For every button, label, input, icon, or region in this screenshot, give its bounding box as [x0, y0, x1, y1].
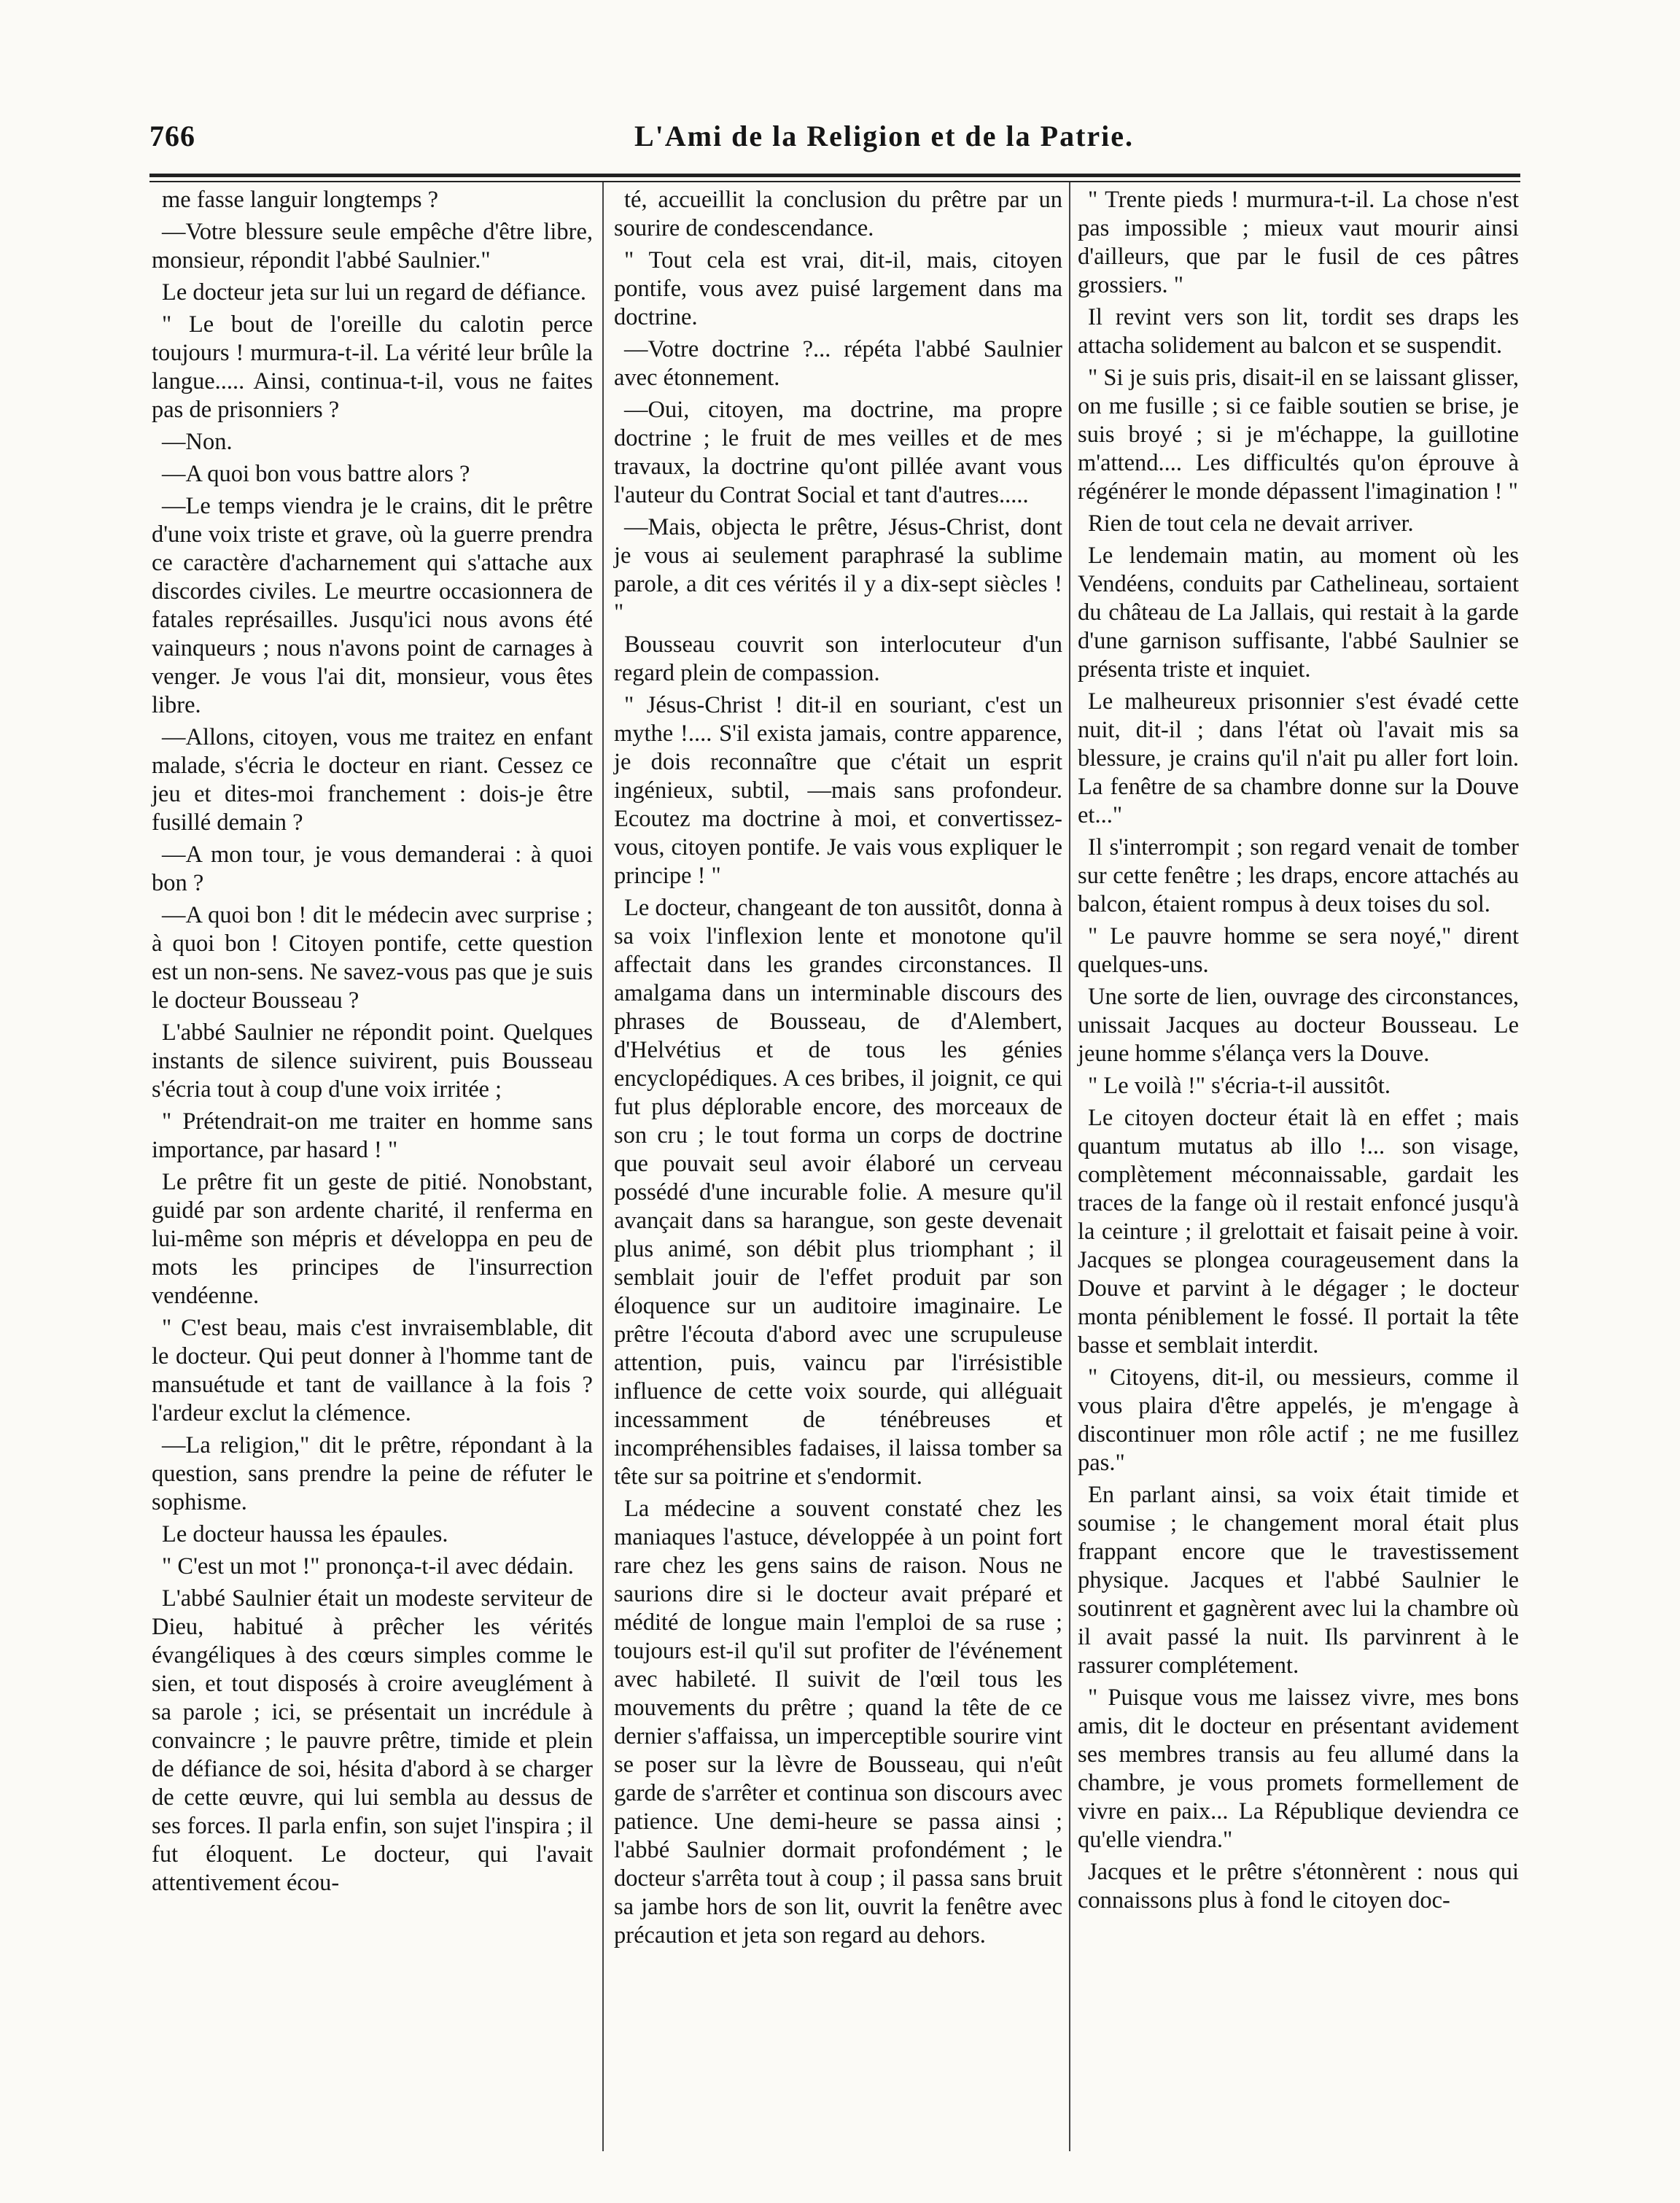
paragraph: —A quoi bon ! dit le médecin avec surprise ; à quoi bon ! Citoyen pontife, cette question est un non-sens. Ne savez-vous pas que je suis le docteur Bousseau ?	[152, 902, 593, 1014]
paragraph: —A quoi bon vous battre alors ?	[162, 461, 470, 487]
text-column-1	[152, 186, 593, 1901]
text-column-2	[614, 186, 1062, 1954]
page-number: 766	[149, 120, 195, 152]
paragraph: Il revint vers son lit, tordit ses draps les attacha solidement au balcon et se suspendit.	[1078, 304, 1519, 359]
header-rule-thick	[149, 174, 1520, 177]
paragraph: té, accueillit la conclusion du prêtre par un sourire de condescendance.	[614, 187, 1062, 241]
paragraph: Le docteur jeta sur lui un regard de défiance.	[162, 279, 587, 306]
paragraph: Le prêtre fit un geste de pitié. Nonobstant, guidé par son ardente charité, il renferma en lui-même son mépris et développa en peu de mots les principes de l'insurrection vendéenne.	[152, 1169, 593, 1309]
paragraph: " Si je suis pris, disait-il en se laissant glisser, on me fusille ; si ce faible soutien se brise, je suis broyé ; si je m'échappe, la guillotine m'attend.... Les difficultés qu'on éprouve à régénérer le monde dépassent l'imagination ! "	[1078, 365, 1519, 505]
paragraph: Le citoyen docteur était là en effet ; mais quantum mutatus ab illo !... son visage, complètement méconnaissable, gardait les traces de la fange où il restait enfoncé jusqu'à la ceinture ; il grelottait et faisait peine à voir. Jacques se plongea courageusement dans la Douve et parvint à le dégager ; le docteur monta péniblement le fossé. Il portait la tête basse et semblait interdit.	[1078, 1105, 1519, 1359]
paragraph: " C'est un mot !" prononça-t-il avec dédain.	[162, 1553, 574, 1580]
paragraph: Bousseau couvrit son interlocuteur d'un regard plein de compassion.	[614, 632, 1062, 686]
text-column-3	[1078, 186, 1519, 1919]
paragraph: " Trente pieds ! murmura-t-il. La chose n'est pas impossible ; mieux vaut mourir ainsi d'ailleurs, que par le fusil de ces pâtres grossiers. "	[1078, 187, 1519, 298]
paragraph: En parlant ainsi, sa voix était timide et soumise ; le changement moral était plus frappant encore que le travestissement physique. Jacques et l'abbé Saulnier le soutinrent et gagnèrent avec lui la chambre où il avait passé la nuit. Ils parvinrent à le rassurer complétement.	[1078, 1482, 1519, 1679]
paragraph: —La religion," dit le prêtre, répondant à la question, sans prendre la peine de réfuter le sophisme.	[152, 1432, 593, 1515]
paragraph: " Prétendrait-on me traiter en homme sans importance, par hasard ! "	[152, 1108, 593, 1163]
paragraph: " Citoyens, dit-il, ou messieurs, comme il vous plaira d'être appelés, je m'engage à discontinuer mon rôle actif ; ne me fusillez pas."	[1078, 1364, 1519, 1476]
paragraph: " Puisque vous me laissez vivre, mes bons amis, dit le docteur en présentant avidement ses membres transis au feu allumé dans la chambre, je vous promets formellement de vivre en paix... La République deviendra ce qu'elle viendra."	[1078, 1685, 1519, 1853]
paragraph: me fasse languir longtemps ?	[162, 187, 439, 213]
header-rule-thin	[149, 181, 1520, 182]
paragraph: Il s'interrompit ; son regard venait de tomber sur cette fenêtre ; les draps, encore attachés au balcon, étaient rompus à deux toises du sol.	[1078, 834, 1519, 917]
paragraph: " Le bout de l'oreille du calotin perce toujours ! murmura-t-il. La vérité leur brûle la langue..... Ainsi, continua-t-il, vous ne faites pas de prisonniers ?	[152, 311, 593, 423]
paragraph: —Mais, objecta le prêtre, Jésus-Christ, dont je vous ai seulement paraphrasé la sublime parole, a dit ces vérités il y a dix-sept siècles ! "	[614, 514, 1062, 626]
column-separator-1	[602, 182, 604, 2151]
paragraph: " Jésus-Christ ! dit-il en souriant, c'est un mythe !.... S'il exista jamais, contre apparence, je dois reconnaître que c'était un esprit ingénieux, subtil, —mais sans profondeur. Ecoutez ma doctrine à moi, et convertissez-vous, citoyen pontife. Je vais vous expliquer le principe ! "	[614, 692, 1062, 889]
paragraph: Rien de tout cela ne devait arriver.	[1088, 510, 1414, 537]
paragraph: " Le voilà !" s'écria-t-il aussitôt.	[1088, 1073, 1391, 1099]
paragraph: La médecine a souvent constaté chez les maniaques l'astuce, développée à un point fort rare chez les gens sains de raison. Nous ne saurions dire si le docteur avait préparé et médité de longue main l'emploi de sa ruse ; toujours est-il qu'il sut profiter de l'événement avec habileté. Il suivit de l'œil tous les mouvements du prêtre ; quand la tête de ce dernier s'affaissa, un imperceptible sourire vint se poser sur la lèvre de Bousseau, qui n'eût garde de s'arrêter et continua son discours avec patience. Une demi-heure se passa ainsi ; l'abbé Saulnier dormait profondément ; le docteur s'arrêta tout à coup ; il passa sans bruit sa jambe hors de son lit, ouvrit la fenêtre avec précaution et jeta son regard au dehors.	[614, 1496, 1062, 1948]
paragraph: —Votre blessure seule empêche d'être libre, monsieur, répondit l'abbé Saulnier."	[152, 219, 593, 273]
paragraph: " Tout cela est vrai, dit-il, mais, citoyen pontife, vous avez puisé largement dans ma doctrine.	[614, 247, 1062, 330]
paragraph: —A mon tour, je vous demanderai : à quoi bon ?	[152, 842, 593, 896]
paragraph: Le lendemain matin, au moment où les Vendéens, conduits par Cathelineau, sortaient du château de La Jallais, qui restait à la garde d'une garnison suffisante, l'abbé Saulnier se présenta triste et inquiet.	[1078, 543, 1519, 683]
paragraph: —Le temps viendra je le crains, dit le prêtre d'une voix triste et grave, où la guerre prendra ce caractère d'acharnement qui s'attache aux discordes civiles. Le meurtre occasionnera de fatales représailles. Jusqu'ici nous avons été vainqueurs ; nous n'avons point de carnages à venger. Je vous l'ai dit, monsieur, vous êtes libre.	[152, 493, 593, 718]
paragraph: Le malheureux prisonnier s'est évadé cette nuit, dit-il ; dans l'état où l'avait mis sa blessure, je crains qu'il n'ait pu aller fort loin. La fenêtre de sa chambre donne sur la Douve et..."	[1078, 688, 1519, 828]
paragraph: —Allons, citoyen, vous me traitez en enfant malade, s'écria le docteur en riant. Cessez ce jeu et dites-moi franchement : dois-je être fusillé demain ?	[152, 724, 593, 836]
paragraph: —Votre doctrine ?... répéta l'abbé Saulnier avec étonnement.	[614, 336, 1062, 391]
paragraph: " Le pauvre homme se sera noyé," dirent quelques-uns.	[1078, 923, 1519, 978]
paragraph: —Oui, citoyen, ma doctrine, ma propre doctrine ; le fruit de mes veilles et de mes travaux, la doctrine qu'ont pillée avant vous l'auteur du Contrat Social et tant d'autres.....	[614, 397, 1062, 508]
paragraph: Jacques et le prêtre s'étonnèrent : nous qui connaissons plus à fond le citoyen doc-	[1078, 1859, 1519, 1913]
running-title: L'Ami de la Religion et de la Patrie.	[634, 120, 1135, 152]
paragraph: Le docteur haussa les épaules.	[162, 1521, 448, 1547]
page-header	[149, 119, 1520, 163]
paragraph: —Non.	[162, 429, 233, 455]
column-separator-2	[1069, 182, 1070, 2151]
paragraph: L'abbé Saulnier ne répondit point. Quelques instants de silence suivirent, puis Bousseau s'écria tout à coup d'une voix irritée ;	[152, 1019, 593, 1103]
paragraph: L'abbé Saulnier était un modeste serviteur de Dieu, habitué à prêcher les vérités évangéliques à des cœurs simples comme le sien, et tout disposés à croire aveuglément à sa parole ; ici, se présentait un incrédule à convaincre ; le pauvre prêtre, timide et plein de défiance de soi, hésita d'abord à se charger de cette œuvre, qui lui sembla au dessus de ses forces. Il parla enfin, son sujet l'inspira ; il fut éloquent. Le docteur, qui l'avait attentivement écou-	[152, 1585, 593, 1896]
paragraph: " C'est beau, mais c'est invraisemblable, dit le docteur. Qui peut donner à l'homme tant de mansuétude et tant de vaillance à la fois ? l'ardeur exclut la clémence.	[152, 1315, 593, 1426]
paragraph: Le docteur, changeant de ton aussitôt, donna à sa voix l'inflexion lente et monotone qu'il affectait dans les grandes circonstances. Il amalgama dans un interminable discours des phrases de Bousseau, de d'Alembert, d'Helvétius et de tous les génies encyclopédiques. A ces bribes, il joignit, ce qui fut plus déplorable encore, des morceaux de son cru ; le tout forma un corps de doctrine que pouvait seul avoir élaboré un cerveau possédé d'une incurable folie. A mesure qu'il avançait dans sa harangue, son geste devenait plus animé, son débit plus triomphant ; il semblait jouir de l'effet produit par son éloquence sur un auditoire imaginaire. Le prêtre l'écouta d'abord avec une scrupuleuse attention, puis, vaincu par l'irrésistible influence de cette voix sourde, qui alléguait incessamment de ténébreuses et incompréhensibles fadaises, il laissa tomber sa tête sur sa poitrine et s'endormit.	[614, 895, 1062, 1490]
paragraph: Une sorte de lien, ouvrage des circonstances, unissait Jacques au docteur Bousseau. Le jeune homme s'élança vers la Douve.	[1078, 984, 1519, 1067]
